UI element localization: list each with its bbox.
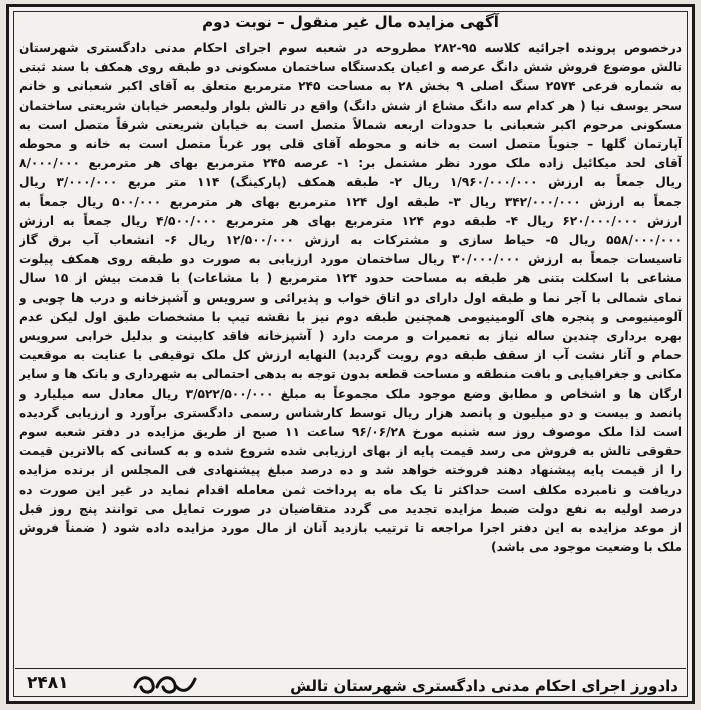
body-line: ارزش ۶۲۰/۰۰۰/۰۰۰ ریال ۴- طبقه دوم ۱۲۴ مترمربع بهای هر مترمربع ۴/۵۰۰/۰۰۰ ریال جمعاً به ارزش [19,213,682,228]
body-line: ارگان ها و اشخاص و مطابق وضع موجود ملک مجموعاً به مبلغ ۳/۵۲۲/۵۰۰/۰۰۰ ریال معادل سه میلیارد و [19,386,682,401]
body-line: است لذا ملک موصوف روز سه شنبه مورخ ۹۶/۰۶/۲۸ ساعت ۱۱ صبح از طریق مزایده در دفتر شعبه سوم [19,425,682,440]
body-line: درصد اولیه به نفع دولت ضبط مزایده تجدید می گردد متقاضیان در صورت تمایل می توانند پنج روز قبل [19,501,682,516]
body-line: آپارتمان گلها – جنوباً متصل است به خانه و محوطه آقای قلی پور غرباً متصل است به خانه و محوطه [19,137,682,152]
body-line: ۵۵۸/۰۰۰/۰۰۰ ریال ۵- حیاط سازی و مشترکات به ارزش ۱۲/۵۰۰/۰۰۰ ریال ۶- انشعاب آب برق گاز [19,233,682,248]
body-line: درخصوص پرونده اجرائیه کلاسه ۹۵-۲۸۲ مطروحه در شعبه سوم اجرای احکام مدنی دادگستری شهرستان [19,41,682,55]
body-line: مسکونی مرحوم اکبر شعبانی با حدودات اربعه شمالاً متصل است به خیابان شریعتی شرقاً متصل است به [19,117,682,132]
body-line: حمام و آثار نشت آب از سقف طبقه دوم رویت گردید) النهایه ارزش کل ملک توقیفی با عنایت به موقعیت [19,348,682,363]
notice-page [6,4,695,704]
body-line: سحر یوسف نیا ( هر کدام سه دانگ مشاع از شش دانگ) واقع در تالش بلوار ولیعصر خیابان شریعتی ساختمان [19,98,682,113]
notice-body [19,39,682,557]
body-line: مکانی و جغرافیایی و بافت منطقه و مساحت قطعه بدون توجه به بدهی احتمالی به شهرداری و بانک ها و سایر [19,367,682,382]
body-line: به شماره فرعی ۲۵۷۴ سنگ اصلی ۹ بخش ۲۸ به مساحت ۲۴۵ مترمربع متعلق به آقای اکبر شعبانی و خانم [19,79,682,94]
body-line: مشاعی با اسکلت بتنی هر طبقه به مساحت حدود ۱۲۴ مترمربع ( با مشاعات) با قدمت بیش از ۱۵ سال [19,271,682,286]
body-line: ملک با وضعیت موجود می باشد) [491,540,682,555]
body-line: تاسیسات جمعاً به ارزش ۳۰/۰۰۰/۰۰۰ ریال ساختمان مورد ارزیابی به صورت دو طبقه روی همکف پیلوت [19,252,682,267]
handwritten-mark-icon [129,669,199,699]
notice-title: آگهی مزایده مال غیر منقول – نوبت دوم [202,13,499,31]
footer-divider [15,668,686,669]
body-line: ریال جمعاً به ارزش ۱/۹۶۰/۰۰۰/۰۰۰ ریال ۲- طبقه همکف (پارکینگ) ۱۱۴ متر مربع ۳/۰۰۰/۰۰۰ ریال [19,175,682,190]
body-line: حقوقی تالش به فروش می رسد قیمت پایه از بهای ارزیابی شده شروع شده و به کسانی که بالاترین قیمت [19,444,682,459]
body-line: از موعد مزایده به این دفتر اجرا مراجعه تا ترتیب بازدید آنان از مال مورد مزایده داده شود ( ضمناً فروش [19,521,682,536]
body-line: دریافت و نامبرده مکلف است حداکثر تا یک ماه به پرداخت ثمن معامله اقدام نماید در غیر این صورت ده [19,482,682,497]
body-line: تالش موضوع فروش شش دانگ عرصه و اعیان یکدستگاه ساختمان مسکونی دو طبقه روی همکف با سند ثبتی [19,60,682,75]
body-line: را از قیمت پایه پیشنهاد دهند فروخته خواهد شد و ده درصد مبلغ پیشنهادی فی المجلس از برنده مزایده [19,463,682,478]
body-line: پانصد و بیست و دو میلیون و پانصد هزار ریال توسط کارشناس رسمی دادگستری برآورد و ارزیابی گردیده [19,405,682,420]
body-line: آلومینیومی و پنجره های آلومینیومی همچنین طبقه دوم نیز با نقشه تیپ با مشخصات طبق اول لیکن عدم [19,309,682,324]
signature-line: دادورز اجرای احکام مدنی دادگستری شهرستان تالش [290,677,678,695]
body-line: نمای شمالی با آجر نما و طبقه اول دارای دو اتاق خواب و پذیرائی و سرویس و آشپزخانه و درب ها چوبی و [19,290,682,305]
body-line: آقای لحد میکائیل زاده ملک مورد نظر مشتمل بر: ۱- عرصه ۲۴۵ مترمربع بهای هر مترمربع ۸/۰۰۰/۰۰۰ [19,156,682,171]
body-line: بهره برداری چندین ساله نیاز به تعمیرات و مرمت دارد ( آشپزخانه فاقد کابینت و بدلیل خرابی سرویس [19,329,682,344]
ad-number: ۲۴۸۱ [27,673,69,693]
body-line: جمعاً به ارزش ۳۴۲/۰۰۰/۰۰۰ ریال ۳- طبقه اول ۱۲۴ مترمربع بهای هر مترمربع ۵۰۰/۰۰۰ ریال جمعاً به [19,194,682,209]
